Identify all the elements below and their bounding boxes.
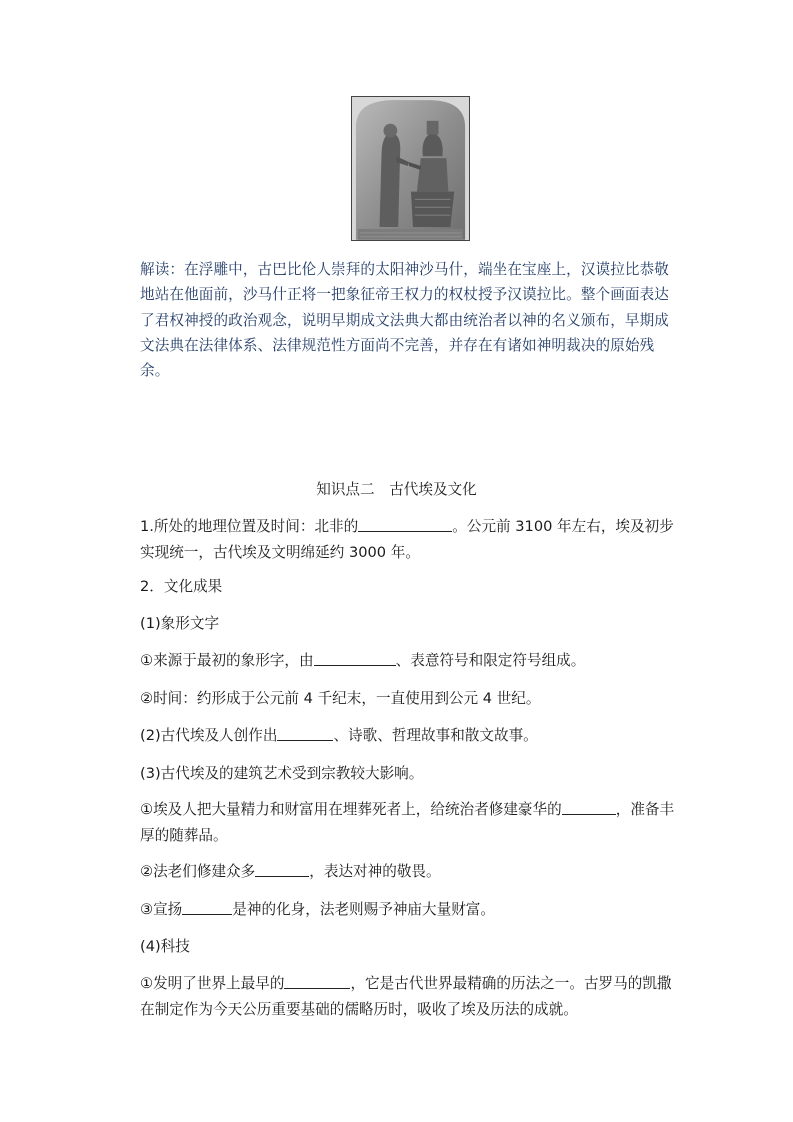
item-architecture-temples-text-a: ②法老们修建众多 bbox=[140, 863, 256, 880]
blank-location[interactable] bbox=[358, 517, 452, 532]
item-science-calendar bbox=[140, 971, 685, 1022]
blank-literature[interactable] bbox=[277, 726, 333, 741]
item-architecture-burial-text-a: ①埃及人把大量精力和财富用在埋葬死者上，给统治者修建豪华的 bbox=[140, 801, 562, 818]
item-location bbox=[140, 514, 685, 565]
item-literature-text-a: (2)古代埃及人创作出 bbox=[140, 727, 278, 744]
item-literature-text-b: 、诗歌、哲理故事和散文故事。 bbox=[333, 727, 538, 744]
item-location-text-a: 1.所处的地理位置及时间：北非的 bbox=[140, 518, 359, 535]
item-hieroglyphs-time: ②时间：约形成于公元前 4 千纪末，一直使用到公元 4 世纪。 bbox=[140, 690, 541, 707]
item-location-text-b: 。公元前 3100 年左右，埃及初步实现统一，古代埃及文明绵延约 3000 年。 bbox=[140, 518, 674, 561]
item-science-heading: (4)科技 bbox=[140, 938, 190, 955]
item-architecture-heading: (3)古代埃及的建筑艺术受到宗教较大影响。 bbox=[140, 765, 424, 782]
item-hieroglyphs-origin-text-b: 、表意符号和限定符号组成。 bbox=[395, 652, 586, 669]
item-achievements-heading: 2．文化成果 bbox=[140, 578, 223, 595]
item-architecture-temples bbox=[140, 859, 685, 885]
item-science-calendar-text-b: ，它是古代世界最精确的历法之一。古罗马的凯撒在制定作为今天公历重要基础的儒略历时，吸收了埃及历法的成就。 bbox=[140, 975, 672, 1018]
stele-relief-icon bbox=[352, 97, 469, 240]
interpretation-paragraph: 解读：在浮雕中，古巴比伦人崇拜的太阳神沙马什，端坐在宝座上，汉谟拉比恭敬地站在他面前，沙马什正将一把象征帝王权力的权杖授予汉谟拉比。整个画面表达了君权神授的政治观念，说明早期成文法典大都由统治者以神的名义颁布，早期成文法典在法律体系、法律规范性方面尚不完善，并存在有诸如神明裁决的原始残余。 bbox=[140, 261, 669, 380]
item-hieroglyphs-origin-text-a: ①来源于最初的象形字，由 bbox=[140, 652, 314, 669]
item-hieroglyphs-heading: (1)象形文字 bbox=[140, 615, 220, 632]
item-architecture-pharaoh bbox=[140, 897, 685, 923]
item-architecture-burial-text-b: ，准备丰厚的随葬品。 bbox=[140, 801, 675, 844]
item-architecture-pharaoh-text-a: ③宣扬 bbox=[140, 901, 183, 918]
section-title: 知识点二 古代埃及文化 bbox=[316, 481, 477, 498]
item-science-calendar-text-a: ①发明了世界上最早的 bbox=[140, 975, 285, 992]
item-literature bbox=[140, 723, 685, 749]
item-architecture-temples-text-b: ，表达对神的敬畏。 bbox=[309, 863, 441, 880]
item-architecture-burial bbox=[140, 797, 685, 848]
blank-hieroglyphs[interactable] bbox=[314, 651, 396, 666]
item-hieroglyphs-origin bbox=[140, 648, 685, 674]
item-architecture-pharaoh-text-b: 是神的化身，法老则赐予神庙大量财富。 bbox=[232, 901, 495, 918]
blank-pharaoh[interactable] bbox=[182, 900, 232, 915]
blank-temples[interactable] bbox=[255, 862, 309, 877]
blank-burial[interactable] bbox=[562, 800, 616, 815]
stele-relief-image bbox=[351, 96, 470, 241]
blank-calendar[interactable] bbox=[284, 974, 350, 989]
